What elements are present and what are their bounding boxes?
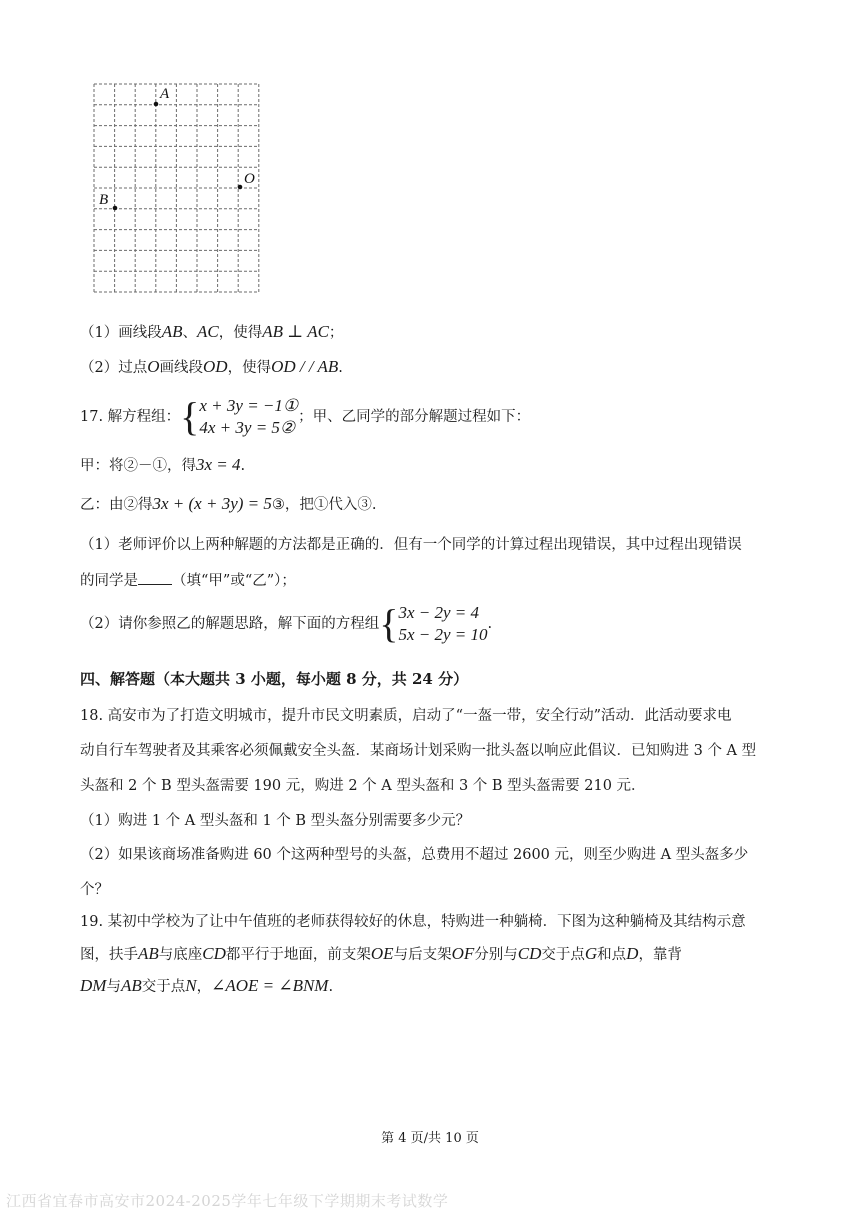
label-o: O: [244, 171, 255, 187]
q17-jia: 甲：将②－①，得3x = 4.: [80, 455, 246, 474]
q18-line2: 动自行车驾驶者及其乘客必须佩戴安全头盔．某商场计划采购一批头盔以响应此倡议．已知购进 3 个 A 型: [80, 743, 757, 759]
q18-part2-line1: （2）如果该商场准备购进 60 个这两种型号的头盔，总费用不超过 2600 元，则至少购进 A 型头盔多少: [80, 847, 749, 863]
q17-yi: 乙：由②得3x + (x + 3y) = 5③，把①代入③.: [80, 494, 377, 513]
point-b: [113, 206, 118, 211]
q19-line1: 19. 某初中学校为了让中午值班的老师获得较好的休息，特购进一种躺椅．下图为这种躺椅及其结构示意: [80, 914, 746, 930]
label-b: B: [99, 192, 109, 208]
q16-part1: （1）画线段AB、AC，使得AB ⊥ AC；: [80, 322, 344, 341]
answer-blank: [138, 570, 172, 585]
q19-line3: DM与AB交于点N，∠AOE = ∠BNM.: [80, 976, 334, 995]
q17-stem: 17. 解方程组：{ x + 3y = −1① 4x + 3y = 5② ；甲、乙同学的部分解题过程如下：: [80, 394, 531, 439]
q17-part1-line1: （1）老师评价以上两种解题的方法都是正确的．但有一个同学的计算过程出现错误，其中过程出现错误: [80, 537, 742, 553]
page-number: 第 4 页/共 10 页: [381, 1131, 479, 1146]
q18-line1: 18. 高安市为了打造文明城市，提升市民文明素质，启动了“一盔一带，安全行动”活动．此活动要求电: [80, 708, 732, 724]
point-a: [154, 102, 159, 107]
section-4-title: 四、解答题（本大题共 3 小题，每小题 8 分，共 24 分）: [80, 670, 469, 688]
q17-part2: （2）请你参照乙的解题思路，解下面的方程组{ 3x − 2y = 4 5x − 2y = 10 .: [80, 601, 493, 646]
point-o: [238, 185, 243, 190]
q18-part1: （1）购进 1 个 A 型头盔和 1 个 B 型头盔分别需要多少元？: [80, 813, 471, 829]
q19-line2: 图，扶手AB与底座CD都平行于地面，前支架OE与后支架OF分别与CD交于点G和点D，靠背: [80, 944, 682, 963]
grid-lines: [94, 84, 259, 292]
q17-system: x + 3y = −1① 4x + 3y = 5②: [199, 396, 299, 437]
q17-part2-system: 3x − 2y = 4 5x − 2y = 10: [398, 603, 488, 644]
grid-figure: [92, 82, 264, 296]
label-a: A: [160, 86, 170, 102]
q18-line3: 头盔和 2 个 B 型头盔需要 190 元，购进 2 个 A 型头盔和 3 个 B 型头盔需要 210 元．: [80, 778, 646, 794]
q17-part1-line2: 的同学是 （填“甲”或“乙”）；: [80, 570, 296, 591]
q18-part2-line2: 个？: [80, 882, 109, 898]
q16-part2: （2）过点O画线段OD，使得OD / / AB.: [80, 357, 343, 376]
watermark: 江西省宜春市高安市2024-2025学年七年级下学期期末考试数学: [6, 1192, 449, 1210]
